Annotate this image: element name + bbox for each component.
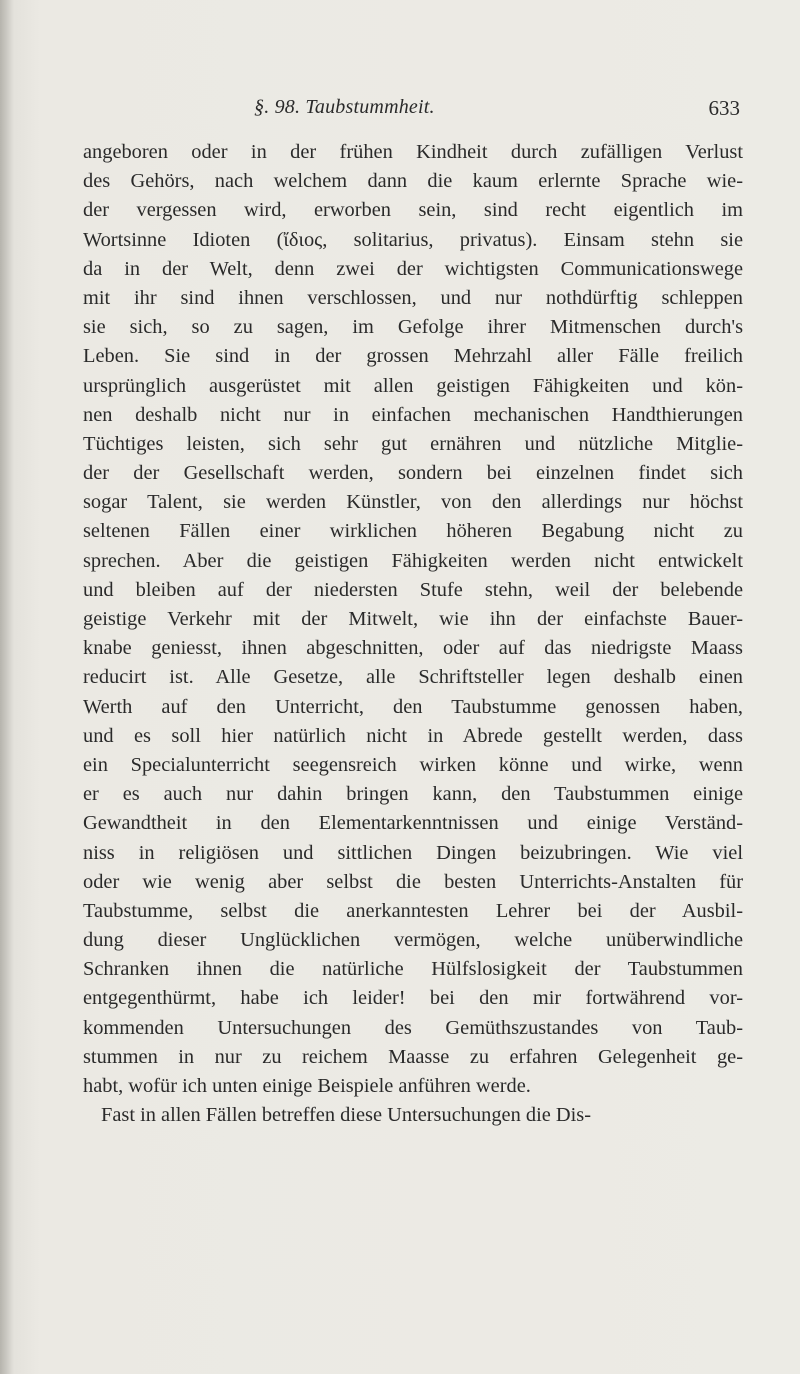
text-line: Gewandtheit in den Elementarkenntnissen und einige Verständ- xyxy=(83,812,743,835)
body-text xyxy=(83,138,743,1130)
text-line: Taubstumme, selbst die anerkanntesten Lehrer bei der Ausbil- xyxy=(83,899,743,922)
text-line: sie sich, so zu sagen, im Gefolge ihrer Mitmenschen durch's xyxy=(83,316,743,339)
text-line: Schranken ihnen die natürliche Hülfslosigkeit der Taubstummen xyxy=(83,958,743,981)
text-line: Fast in allen Fällen betreffen diese Untersuchungen die Dis- xyxy=(101,1104,591,1127)
text-line: und bleiben auf der niedersten Stufe stehn, weil der belebende xyxy=(83,578,743,601)
text-line: niss in religiösen und sittlichen Dingen beizubringen. Wie viel xyxy=(83,841,743,864)
running-title: §. 98. Taubstummheit. xyxy=(254,96,435,118)
text-line: seltenen Fällen einer wirklichen höheren Begabung nicht zu xyxy=(83,520,743,543)
text-line: knabe geniesst, ihnen abgeschnitten, oder auf das niedrigste Maass xyxy=(83,637,743,660)
text-line: sprechen. Aber die geistigen Fähigkeiten werden nicht entwickelt xyxy=(83,549,743,572)
text-line: Tüchtiges leisten, sich sehr gut ernähren und nützliche Mitglie- xyxy=(83,432,743,455)
text-line: entgegenthürmt, habe ich leider! bei den mir fortwährend vor- xyxy=(83,987,743,1010)
text-line: oder wie wenig aber selbst die besten Unterrichts-Anstalten für xyxy=(83,870,743,893)
text-line: mit ihr sind ihnen verschlossen, und nur nothdürftig schleppen xyxy=(83,286,743,309)
text-line: reducirt ist. Alle Gesetze, alle Schriftsteller legen deshalb einen xyxy=(83,666,743,689)
text-line: ursprünglich ausgerüstet mit allen geistigen Fähigkeiten und kön- xyxy=(83,374,743,397)
text-line: geistige Verkehr mit der Mitwelt, wie ihn der einfachste Bauer- xyxy=(83,608,743,630)
running-header xyxy=(254,96,740,126)
text-line: nen deshalb nicht nur in einfachen mechanischen Handthierungen xyxy=(83,403,743,426)
text-line: der der Gesellschaft werden, sondern bei einzelnen findet sich xyxy=(83,462,743,485)
text-line: da in der Welt, denn zwei der wichtigsten Communicationswege xyxy=(83,257,743,280)
text-line: kommenden Untersuchungen des Gemüthszustandes von Taub- xyxy=(83,1016,743,1039)
text-line: er es auch nur dahin bringen kann, den Taubstummen einige xyxy=(83,783,743,806)
text-line: Werth auf den Unterricht, den Taubstumme genossen haben, xyxy=(83,695,743,718)
text-line: angeboren oder in der frühen Kindheit durch zufälligen Verlust xyxy=(83,141,743,163)
page-number: 633 xyxy=(708,96,740,120)
text-line: ein Specialunterricht seegensreich wirken könne und wirke, wenn xyxy=(83,753,743,776)
text-line: Wortsinne Idioten (ἴδιος, solitarius, privatus). Einsam stehn sie xyxy=(83,228,743,251)
text-line: sogar Talent, sie werden Künstler, von den allerdings nur höchst xyxy=(83,491,743,514)
text-line: und es soll hier natürlich nicht in Abrede gestellt werden, dass xyxy=(83,724,743,747)
text-line: der vergessen wird, erworben sein, sind recht eigentlich im xyxy=(83,199,743,222)
text-line: des Gehörs, nach welchem dann die kaum erlernte Sprache wie- xyxy=(83,170,743,193)
text-line: dung dieser Unglücklichen vermögen, welche unüberwindliche xyxy=(83,929,743,952)
binding-shadow xyxy=(0,0,14,1374)
text-line: habt, wofür ich unten einige Beispiele anführen werde. xyxy=(83,1075,531,1097)
text-line: stummen in nur zu reichem Maasse zu erfahren Gelegenheit ge- xyxy=(83,1045,743,1068)
text-line: Leben. Sie sind in der grossen Mehrzahl aller Fälle freilich xyxy=(83,345,743,368)
